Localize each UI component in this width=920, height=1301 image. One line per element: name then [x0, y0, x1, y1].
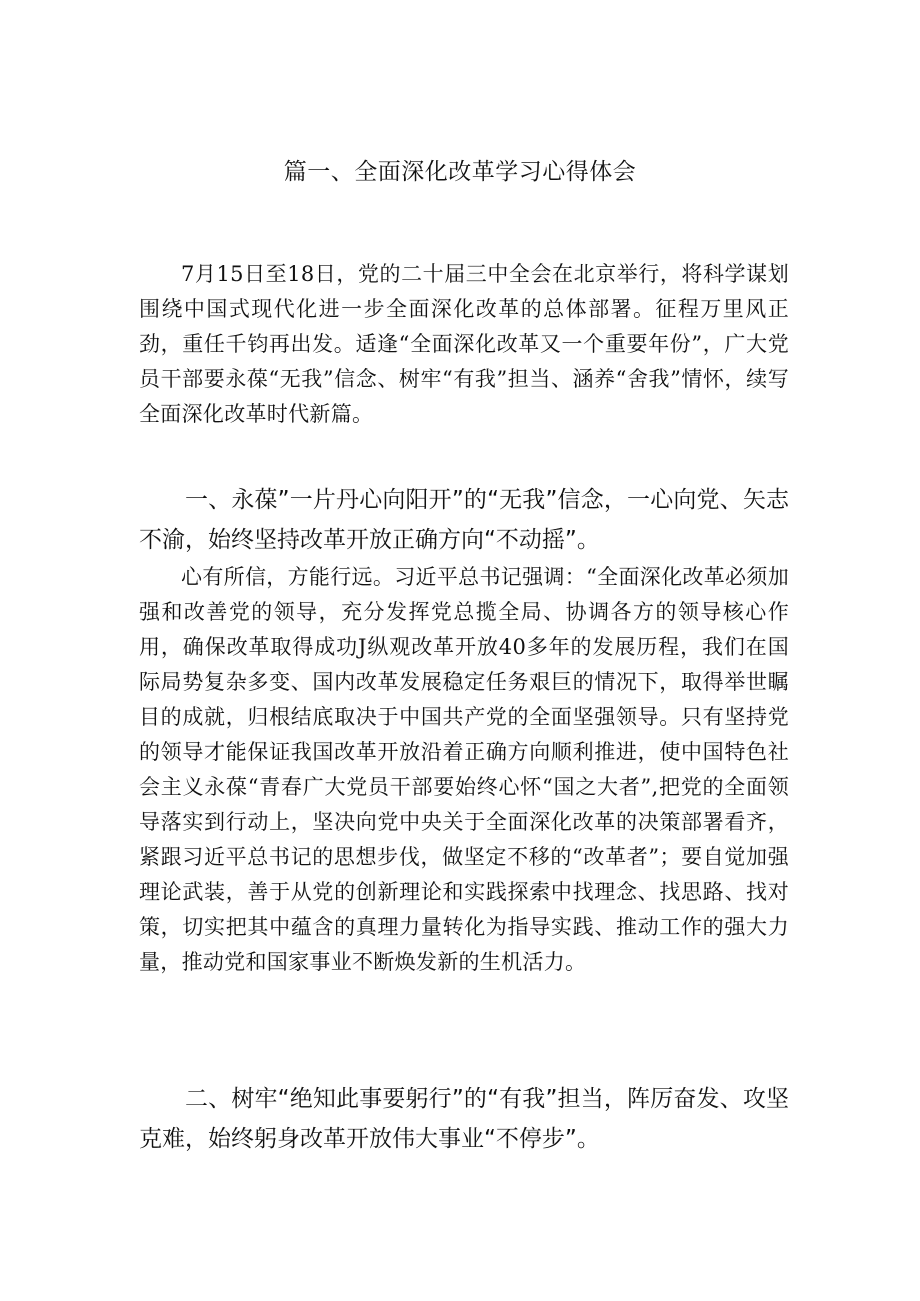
- section-heading-2: 二、树牢“绝知此事要躬行”的“有我”担当，阵厉奋发、攻坚克难，始终躬身改革开放伟大事业“不停步”。: [139, 1086, 789, 1152]
- document-title: 篇一、全面深化改革学习心得体会: [283, 159, 637, 185]
- section-1-paragraph: 心有所信，方能行远。习近平总书记强调：“全面深化改革必须加强和改善党的领导，充分发挥党总揽全局、协调各方的领导核心作用，确保改革取得成功J纵观改革开放40多年的发展历程，我们在国际局势复杂多变、国内改革发展稳定任务艰巨的情况下，取得举世瞩目的成就，归根结底取决于中国共产党的全面坚强领导。只有坚持党的领导才能保证我国改革开放沿着正确方向顺利推进，使中国特色社会主义永葆“青春广大党员干部要始终心怀“国之大者”,把党的全面领导落实到行动上，坚决向党中央关于全面深化改革的决策部署看齐，紧跟习近平总书记的思想步伐，做坚定不移的“改革者”；要自觉加强理论武装，善于从党的创新理论和实践探索中找理念、找思路、找对策，切实把其中蕴含的真理力量转化为指导实践、推动工作的强大力量，推动党和国家事业不断焕发新的生机活力。: [139, 565, 789, 974]
- intro-paragraph: 7月15日至18日，党的二十届三中全会在北京举行，将科学谋划围绕中国式现代化进一步全面深化改革的总体部署。征程万里风正劲，重任千钧再出发。适逢“全面深化改革又一个重要年份”，广大党员干部要永葆“无我”信念、树牢“有我”担当、涵养“舍我”情怀，续写全面深化改革时代新篇。: [139, 262, 789, 426]
- section-heading-1: 一、永葆”一片丹心向阳开”的“无我”信念，一心向党、矢志不渝，始终坚持改革开放正确方向“不动摇”。: [139, 487, 789, 553]
